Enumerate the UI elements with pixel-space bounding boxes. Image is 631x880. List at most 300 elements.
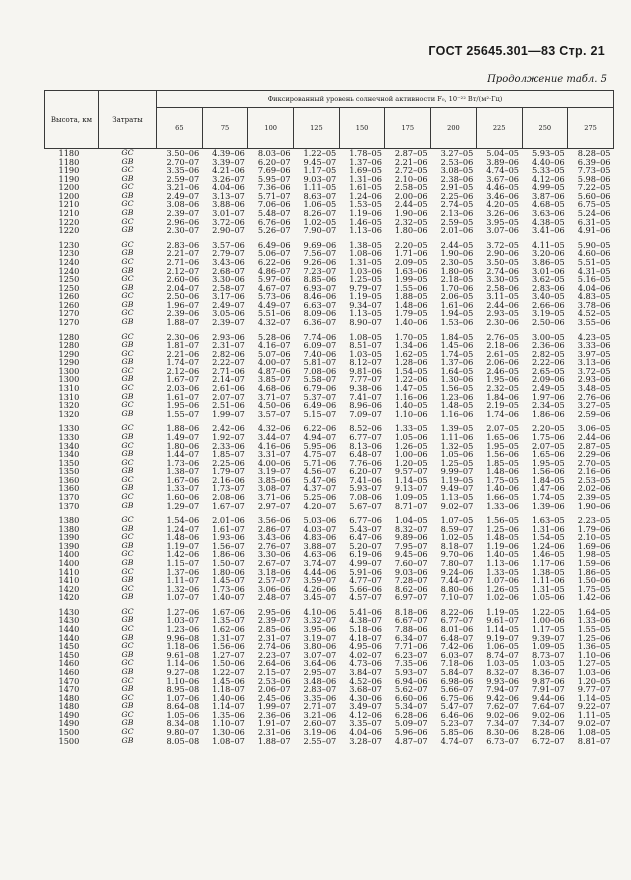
value-cell: 4.38–07 xyxy=(349,616,382,626)
value-cell: 6.19–06 xyxy=(349,550,382,560)
cost-cell: GB xyxy=(121,719,134,728)
value-cell: 4.95–06 xyxy=(349,642,382,651)
value-cell: 1.32–05 xyxy=(440,441,474,451)
value-cell: 8.96–06 xyxy=(349,401,382,410)
altitude-cell: 1330 xyxy=(58,424,80,433)
value-cell: 8.71–07 xyxy=(394,501,428,511)
value-cell: 1.16–06 xyxy=(394,392,428,402)
value-cell: 3.21–06 xyxy=(303,710,337,720)
value-cell: 5.51–06 xyxy=(257,309,291,318)
table-row xyxy=(45,333,614,342)
cost-cell: GC xyxy=(121,550,134,559)
value-cell: 2.25–06 xyxy=(440,191,474,201)
value-cell: 3.67–06 xyxy=(486,174,519,184)
value-cell: 4.91–06 xyxy=(577,226,611,235)
value-cell: 7.94–07 xyxy=(486,685,519,694)
table-row xyxy=(45,542,614,551)
value-cell: 1.85–05 xyxy=(486,458,519,468)
value-cell: 2.64–06 xyxy=(257,659,291,668)
value-cell: 9.96–08 xyxy=(166,633,200,643)
value-cell: 1.22–06 xyxy=(394,375,428,385)
altitude-cell: 1200 xyxy=(58,191,80,201)
value-cell: 7.60–07 xyxy=(394,559,428,568)
value-cell: 3.07–07 xyxy=(303,650,337,660)
value-cell: 1.88–07 xyxy=(166,317,200,327)
value-cell: 1.23–06 xyxy=(166,625,200,634)
value-cell: 1.60–06 xyxy=(166,492,200,502)
value-cell: 9.69–06 xyxy=(303,240,337,250)
value-cell: 4.83–06 xyxy=(303,533,337,542)
value-cell: 2.20–05 xyxy=(531,424,565,433)
value-cell: 1.22–05 xyxy=(303,148,337,158)
value-cell: 3.48–05 xyxy=(577,384,611,393)
value-cell: 1.70–06 xyxy=(440,283,474,293)
value-cell: 8.28–06 xyxy=(531,728,565,737)
value-cell: 2.30–06 xyxy=(486,317,519,327)
value-cell: 2.36–06 xyxy=(531,341,565,350)
value-cell: 5.07–06 xyxy=(257,349,291,359)
table-row xyxy=(45,218,614,227)
value-cell: 6.49–06 xyxy=(257,240,291,250)
altitude-cell: 1500 xyxy=(58,728,80,737)
altitude-cell: 1440 xyxy=(58,633,80,643)
value-cell: 4.02–07 xyxy=(349,650,382,660)
value-cell: 2.18–05 xyxy=(440,275,474,284)
value-cell: 1.31–07 xyxy=(212,633,245,643)
value-cell: 7.73–05 xyxy=(577,166,611,175)
value-cell: 2.83–06 xyxy=(531,283,565,293)
value-cell: 6.49–06 xyxy=(303,401,337,410)
value-cell: 1.38–07 xyxy=(166,467,200,476)
cost-cell: GB xyxy=(121,300,134,309)
value-cell: 3.27–05 xyxy=(577,401,611,410)
value-cell: 1.47–06 xyxy=(531,484,565,493)
table-row xyxy=(45,442,614,451)
altitude-cell: 1280 xyxy=(58,341,80,350)
value-cell: 6.75–06 xyxy=(440,693,474,703)
cost-cell: GB xyxy=(121,283,134,292)
value-cell: 5.71–06 xyxy=(303,458,337,468)
value-cell: 6.22–06 xyxy=(303,424,337,433)
value-cell: 1.73–06 xyxy=(166,458,200,468)
value-cell: 2.20–05 xyxy=(394,240,428,250)
value-cell: 5.66–06 xyxy=(349,584,382,594)
value-cell: 9.39–07 xyxy=(531,633,565,643)
value-cell: 2.07–05 xyxy=(486,424,519,433)
value-cell: 1.65–06 xyxy=(486,432,519,442)
value-cell: 9.93–06 xyxy=(486,676,519,686)
value-cell: 3.49–07 xyxy=(349,702,382,711)
table-row xyxy=(45,533,614,542)
value-cell: 1.06–05 xyxy=(303,200,337,210)
table-row xyxy=(45,309,614,318)
altitude-cell: 1230 xyxy=(58,240,80,250)
cost-cell: GC xyxy=(121,659,134,668)
value-cell: 1.67–07 xyxy=(212,501,245,511)
value-cell: 2.87–05 xyxy=(577,441,611,451)
value-cell: 3.20–06 xyxy=(531,249,565,258)
value-cell: 4.00–07 xyxy=(257,358,291,367)
value-cell: 1.25–05 xyxy=(440,458,474,468)
value-cell: 2.61–05 xyxy=(486,349,519,359)
value-cell: 2.39–07 xyxy=(212,317,245,327)
value-cell: 3.06–06 xyxy=(257,584,291,594)
value-cell: 3.32–07 xyxy=(303,616,337,626)
value-cell: 6.28–06 xyxy=(394,710,428,720)
value-cell: 4.87–07 xyxy=(394,736,428,746)
value-cell: 1.31–05 xyxy=(531,584,565,594)
altitude-cell: 1370 xyxy=(58,501,80,511)
altitude-cell: 1220 xyxy=(58,226,80,235)
value-cell: 1.19–05 xyxy=(486,607,519,617)
altitude-cell: 1460 xyxy=(58,667,80,677)
table-row xyxy=(45,318,614,327)
value-cell: 3.35–06 xyxy=(166,166,200,175)
value-cell: 2.21–06 xyxy=(166,349,200,359)
value-cell: 2.48–07 xyxy=(257,593,291,602)
altitude-cell: 1270 xyxy=(58,317,80,327)
value-cell: 3.08–05 xyxy=(440,166,474,175)
value-cell: 3.68–07 xyxy=(349,685,382,694)
value-cell: 2.49–07 xyxy=(212,300,245,310)
value-cell: 3.88–07 xyxy=(303,541,337,551)
value-cell: 2.44–06 xyxy=(577,432,611,442)
value-cell: 1.45–07 xyxy=(212,576,245,585)
value-cell: 2.42–06 xyxy=(212,424,245,433)
value-cell: 5.58–07 xyxy=(303,375,337,385)
value-cell: 6.48–07 xyxy=(440,633,474,643)
altitude-cell: 1200 xyxy=(58,183,80,192)
value-cell: 1.02–06 xyxy=(486,593,519,602)
table-row xyxy=(45,393,614,402)
cost-cell: GC xyxy=(121,693,134,702)
value-cell: 7.80–07 xyxy=(440,559,474,568)
value-cell: 4.74–07 xyxy=(440,736,474,746)
value-cell: 9.57–07 xyxy=(394,467,428,476)
cost-cell: GB xyxy=(121,667,134,676)
table-row xyxy=(45,559,614,568)
altitude-cell: 1430 xyxy=(58,607,80,617)
value-cell: 2.60–06 xyxy=(166,275,200,284)
value-cell: 1.02–05 xyxy=(303,217,337,227)
value-cell: 1.61–07 xyxy=(166,392,200,402)
cost-cell: GC xyxy=(121,475,134,484)
value-cell: 1.88–07 xyxy=(257,736,291,746)
value-cell: 3.62–05 xyxy=(531,275,565,284)
value-cell: 3.57–06 xyxy=(212,240,245,250)
value-cell: 9.79–07 xyxy=(349,283,382,293)
value-cell: 7.62–07 xyxy=(486,702,519,711)
value-cell: 4.23–05 xyxy=(577,332,611,342)
value-cell: 3.44–07 xyxy=(257,432,291,442)
table-row xyxy=(45,275,614,284)
table-row xyxy=(45,284,614,293)
table-row xyxy=(45,341,614,350)
value-cell: 1.46–05 xyxy=(531,550,565,560)
value-cell: 1.56–05 xyxy=(440,384,474,393)
value-cell: 2.58–06 xyxy=(486,283,519,293)
value-cell: 8.52–06 xyxy=(349,424,382,433)
value-cell: 6.39–06 xyxy=(577,157,611,167)
value-cell: 9.99–07 xyxy=(440,467,474,476)
value-cell: 1.27–07 xyxy=(212,650,245,660)
value-cell: 2.58–07 xyxy=(212,283,245,293)
value-cell: 1.97–06 xyxy=(531,392,565,402)
value-cell: 8.32–07 xyxy=(394,524,428,534)
value-cell: 6.36–07 xyxy=(303,317,337,327)
altitude-cell: 1390 xyxy=(58,533,80,542)
value-cell: 8.32–07 xyxy=(486,667,519,677)
value-cell: 2.49–05 xyxy=(531,384,565,393)
value-cell: 1.11–06 xyxy=(531,576,565,585)
cost-cell: GC xyxy=(121,275,134,284)
altitude-cell: 1340 xyxy=(58,441,80,451)
value-cell: 7.56–07 xyxy=(303,249,337,258)
value-cell: 1.71–06 xyxy=(394,249,428,258)
altitude-cell: 1500 xyxy=(58,736,80,746)
f-level-header: 200 xyxy=(431,108,477,149)
value-cell: 1.03–06 xyxy=(577,667,611,677)
value-cell: 2.49–07 xyxy=(166,191,200,201)
value-cell: 1.03–05 xyxy=(486,659,519,668)
value-cell: 1.47–05 xyxy=(394,384,428,393)
value-cell: 2.86–07 xyxy=(257,524,291,534)
value-cell: 1.13–06 xyxy=(349,226,382,235)
value-cell: 2.85–06 xyxy=(257,625,291,634)
cost-cell: GB xyxy=(121,576,134,585)
value-cell: 2.06–05 xyxy=(440,292,474,301)
value-cell: 7.64–07 xyxy=(531,702,565,711)
altitude-cell: 1420 xyxy=(58,593,80,602)
value-cell: 1.99–07 xyxy=(212,409,245,419)
value-cell: 3.41–06 xyxy=(531,226,565,235)
value-cell: 1.62–05 xyxy=(394,349,428,359)
cost-cell: GB xyxy=(121,375,134,384)
value-cell: 5.04–05 xyxy=(486,148,519,158)
value-cell: 1.74–05 xyxy=(531,492,565,502)
cost-cell: GC xyxy=(121,584,134,593)
value-cell: 3.19–06 xyxy=(303,728,337,737)
value-cell: 2.09–05 xyxy=(394,257,428,267)
value-cell: 1.67–06 xyxy=(166,475,200,485)
value-cell: 2.53–06 xyxy=(257,676,291,686)
value-cell: 7.22–05 xyxy=(577,183,611,192)
value-cell: 2.93–06 xyxy=(212,332,245,342)
value-cell: 1.31–06 xyxy=(349,174,382,184)
value-cell: 1.48–05 xyxy=(486,533,519,542)
table-row xyxy=(45,616,614,625)
value-cell: 2.61–06 xyxy=(212,384,245,393)
value-cell: 1.13–05 xyxy=(440,492,474,502)
value-cell: 1.56–07 xyxy=(212,541,245,551)
cost-header: Затраты xyxy=(99,91,157,149)
value-cell: 2.44–05 xyxy=(440,240,474,250)
value-cell: 4.20–05 xyxy=(486,200,519,210)
value-cell: 1.20–05 xyxy=(394,458,428,468)
f-level-header: 175 xyxy=(385,108,431,149)
table-row xyxy=(45,450,614,459)
cost-cell: GB xyxy=(121,358,134,367)
value-cell: 5.26–07 xyxy=(257,226,291,235)
table-row xyxy=(45,493,614,502)
f-level-header: 275 xyxy=(568,108,614,149)
value-cell: 4.32–06 xyxy=(257,424,291,433)
value-cell: 2.93–05 xyxy=(486,309,519,318)
cost-cell: GC xyxy=(121,332,134,341)
value-cell: 1.48–05 xyxy=(440,401,474,410)
value-cell: 1.46–05 xyxy=(349,217,382,227)
cost-cell: GB xyxy=(121,633,134,642)
value-cell: 4.31–05 xyxy=(577,266,611,276)
cost-cell: GC xyxy=(121,516,134,525)
value-cell: 8.59–07 xyxy=(440,524,474,534)
value-cell: 4.74–05 xyxy=(486,166,519,175)
value-cell: 1.48–06 xyxy=(394,300,428,310)
value-cell: 1.90–06 xyxy=(577,501,611,511)
value-cell: 3.28–07 xyxy=(349,736,382,746)
value-cell: 1.80–06 xyxy=(394,226,428,235)
value-cell: 8.18–06 xyxy=(394,607,428,617)
value-cell: 2.39–07 xyxy=(257,616,291,626)
value-cell: 2.67–07 xyxy=(257,559,291,568)
altitude-cell: 1310 xyxy=(58,392,80,402)
value-cell: 8.12–07 xyxy=(349,358,382,367)
value-cell: 7.28–07 xyxy=(394,576,428,585)
cost-cell: GC xyxy=(121,424,134,433)
cost-cell: GB xyxy=(121,467,134,476)
value-cell: 6.77–06 xyxy=(349,516,382,525)
altitude-cell: 1290 xyxy=(58,358,80,367)
value-cell: 1.09–05 xyxy=(394,492,428,502)
value-cell: 1.56–06 xyxy=(531,467,565,476)
value-cell: 6.09–07 xyxy=(303,341,337,350)
value-cell: 3.95–05 xyxy=(486,217,519,227)
value-cell: 1.24–07 xyxy=(166,524,200,534)
cost-cell: GC xyxy=(121,183,134,192)
table-row xyxy=(45,424,614,433)
value-cell: 2.51–06 xyxy=(212,401,245,410)
cost-cell: GC xyxy=(121,217,134,226)
value-cell: 8.51–07 xyxy=(349,341,382,350)
value-cell: 3.95–06 xyxy=(303,625,337,634)
value-cell: 2.90–07 xyxy=(212,226,245,235)
value-cell: 9.19–07 xyxy=(486,633,519,643)
table-head xyxy=(45,91,614,149)
value-cell: 1.37–06 xyxy=(349,157,382,167)
value-cell: 1.86–06 xyxy=(531,409,565,419)
value-cell: 1.80–06 xyxy=(440,266,474,276)
value-cell: 1.63–05 xyxy=(531,516,565,525)
cost-cell: GC xyxy=(121,257,134,266)
value-cell: 6.60–06 xyxy=(394,693,428,703)
value-cell: 2.23–07 xyxy=(257,650,291,660)
value-cell: 1.70–05 xyxy=(394,332,428,342)
value-cell: 4.87–06 xyxy=(257,366,291,376)
table-row xyxy=(45,350,614,359)
value-cell: 1.56–06 xyxy=(486,450,519,459)
f-level-header: 65 xyxy=(157,108,203,149)
value-cell: 1.62–06 xyxy=(212,625,245,634)
altitude-cell: 1390 xyxy=(58,541,80,551)
value-cell: 2.16–06 xyxy=(577,467,611,476)
value-cell: 6.94–06 xyxy=(394,676,428,686)
value-cell: 1.17–05 xyxy=(303,166,337,175)
value-cell: 1.18–06 xyxy=(166,642,200,651)
value-cell: 2.95–06 xyxy=(257,607,291,617)
table-row xyxy=(45,149,614,158)
value-cell: 1.40–06 xyxy=(486,484,519,493)
value-cell: 7.34–07 xyxy=(531,719,565,728)
table-row xyxy=(45,550,614,559)
value-cell: 4.04–06 xyxy=(349,728,382,737)
value-cell: 1.37–06 xyxy=(440,358,474,367)
value-cell: 3.31–07 xyxy=(257,450,291,459)
value-cell: 1.99–05 xyxy=(394,275,428,284)
value-cell: 1.55–05 xyxy=(577,625,611,634)
table-row xyxy=(45,711,614,720)
value-cell: 1.08–07 xyxy=(212,736,245,746)
table-row xyxy=(45,484,614,493)
value-cell: 1.50–06 xyxy=(577,576,611,585)
altitude-cell: 1450 xyxy=(58,642,80,651)
value-cell: 2.93–06 xyxy=(577,375,611,385)
altitude-cell: 1260 xyxy=(58,292,80,301)
value-cell: 1.90–06 xyxy=(394,209,428,218)
value-cell: 9.44–06 xyxy=(531,693,565,703)
value-cell: 9.02–06 xyxy=(486,710,519,720)
value-cell: 1.40–06 xyxy=(212,693,245,703)
value-cell: 7.41–07 xyxy=(349,392,382,402)
table-row xyxy=(45,502,614,511)
value-cell: 7.76–06 xyxy=(349,458,382,468)
value-cell: 2.31–07 xyxy=(212,341,245,350)
value-cell: 3.43–06 xyxy=(257,533,291,542)
value-cell: 1.66–05 xyxy=(486,492,519,502)
value-cell: 1.29–07 xyxy=(166,501,200,511)
value-cell: 1.75–05 xyxy=(577,584,611,594)
value-cell: 2.01–06 xyxy=(440,226,474,235)
value-cell: 4.57–07 xyxy=(349,593,382,602)
f-level-header: 75 xyxy=(202,108,248,149)
value-cell: 9.34–07 xyxy=(349,300,382,310)
value-cell: 1.10–06 xyxy=(166,676,200,686)
value-cell: 8.81–07 xyxy=(577,736,611,746)
value-cell: 5.73–06 xyxy=(257,292,291,301)
value-cell: 5.24–06 xyxy=(577,209,611,218)
value-cell: 1.19–06 xyxy=(349,209,382,218)
value-cell: 1.79–06 xyxy=(577,524,611,534)
altitude-cell: 1360 xyxy=(58,475,80,485)
value-cell: 6.97–07 xyxy=(394,593,428,602)
altitude-cell: 1450 xyxy=(58,650,80,660)
value-cell: 9.26–06 xyxy=(303,257,337,267)
value-cell: 5.23–07 xyxy=(440,719,474,728)
value-cell: 4.99–07 xyxy=(349,559,382,568)
altitude-cell: 1470 xyxy=(58,685,80,694)
value-cell: 1.92–07 xyxy=(212,432,245,442)
table-row xyxy=(45,367,614,376)
value-cell: 1.25–06 xyxy=(577,633,611,643)
value-cell: 3.00–05 xyxy=(531,332,565,342)
value-cell: 1.84–05 xyxy=(440,332,474,342)
value-cell: 9.42–06 xyxy=(486,693,519,703)
value-cell: 7.23–07 xyxy=(303,266,337,276)
cost-cell: GB xyxy=(121,593,134,602)
value-cell: 1.50–06 xyxy=(212,659,245,668)
value-cell: 1.11–05 xyxy=(303,183,337,192)
value-cell: 5.03–06 xyxy=(303,516,337,525)
value-cell: 1.00–06 xyxy=(394,450,428,459)
